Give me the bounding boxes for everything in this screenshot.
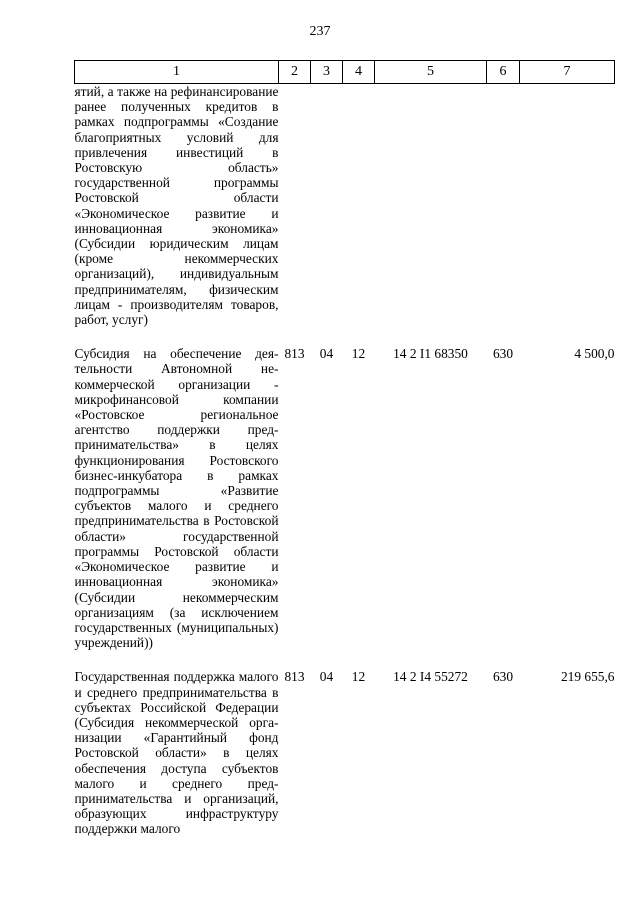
header-col-3: 3: [311, 61, 343, 84]
header-col-1: 1: [75, 61, 279, 84]
table-header: [75, 61, 615, 84]
row-target-article: [375, 84, 487, 345]
page-number: 237: [309, 24, 331, 39]
row-description: Субсидия на обеспечение деятельности Автономной некоммерческой организации - микрофинансовой компании «Ростовское региональное агентство поддержки предпринимательства» в целях функционирования Ростовского бизнес-инкубатора в рамках подпрограммы «Развитие субъектов малого и среднего предпринимательства в Ростовской области» государственной программы Ростовской области «Экономическое развитие и инновационная экономика» (Субсидии некоммерческим организациям (за исключением государственных (муниципальных) учреждений)): [74, 346, 279, 651]
row-amount: 4 500,0: [574, 346, 615, 362]
table-row: [75, 667, 615, 853]
header-col-5: 5: [375, 61, 487, 84]
row-subsection: 12: [351, 669, 366, 685]
row-expense-type: [487, 84, 520, 345]
row-section: [311, 84, 343, 345]
row-description: Государственная поддержка малого и среднего предпринимательства в субъектах Российской Федерации (Субсидия некоммерческой организации «Гарантийный фонд Ростовской области» в целях обеспечения доступа субъектов малого и среднего предпринимательства и организаций, образующих инфраструктуру поддержки малого: [74, 669, 279, 837]
header-row: [75, 61, 615, 84]
row-section: 04: [319, 669, 334, 685]
row-admin-code: [279, 84, 311, 345]
table-body: [75, 84, 615, 854]
header-col-4: 4: [343, 61, 375, 84]
table-row: [75, 84, 615, 345]
row-description: ятий, а также на рефинансирование ранее полученных кредитов в рамках подпрограммы «Создание благоприятных условий для привлечения инвестиций в Ростовскую область» государственной программы Ростовской области «Экономическое развитие и инновационная экономика» (Субсидии юридическим лицам (кроме некоммерческих организаций), индивидуальным предпринимателям, физическим лицам - производителям товаров, работ, услуг): [74, 84, 279, 328]
table-row: [75, 344, 615, 667]
row-admin-code: 813: [284, 346, 305, 362]
row-target-article: 14 2 I1 68350: [393, 346, 468, 362]
row-subsection: [343, 84, 375, 345]
row-expense-type: 630: [492, 346, 514, 362]
row-target-article: 14 2 I4 55272: [393, 669, 468, 685]
budget-table: [74, 60, 615, 854]
header-col-2: 2: [279, 61, 311, 84]
row-amount: 219 655,6: [560, 669, 615, 685]
row-amount: [520, 84, 615, 345]
row-admin-code: 813: [284, 669, 305, 685]
row-section: 04: [319, 346, 334, 362]
header-col-7: 7: [520, 61, 615, 84]
row-expense-type: 630: [492, 669, 514, 685]
header-col-6: 6: [487, 61, 520, 84]
row-subsection: 12: [351, 346, 366, 362]
